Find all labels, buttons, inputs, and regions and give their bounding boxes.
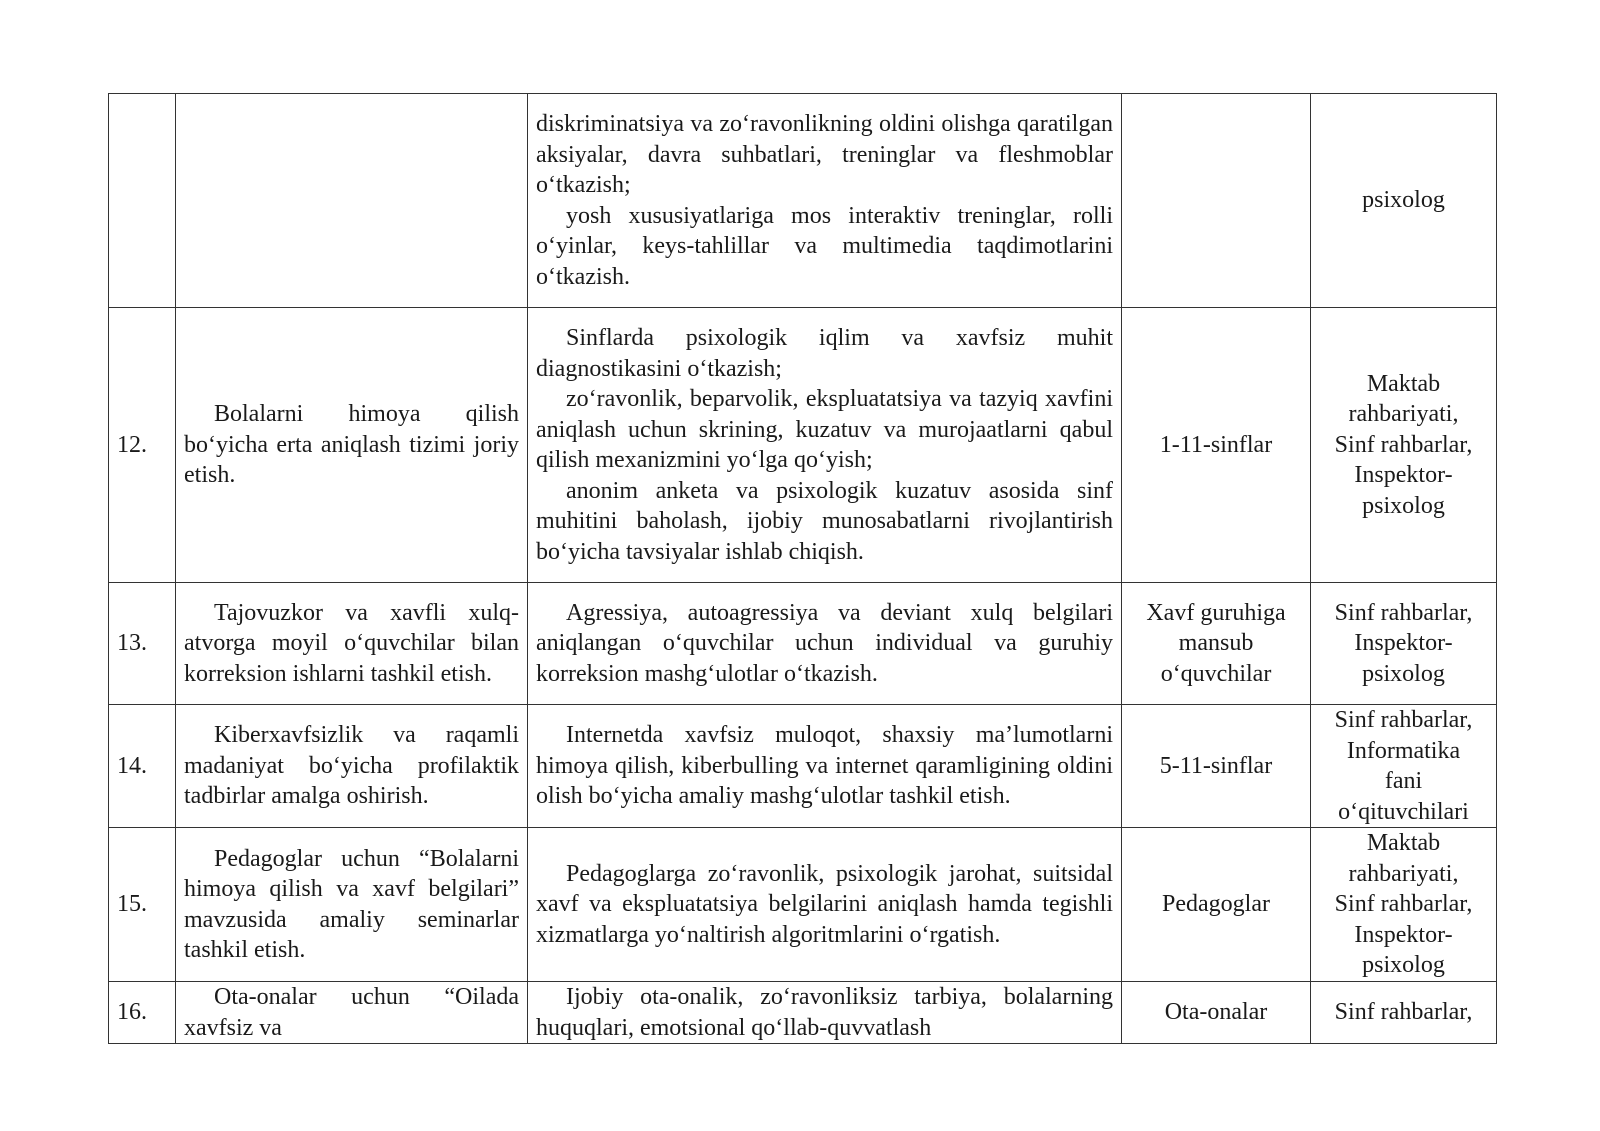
- responsible-line: Sinf rahbarlar,: [1334, 999, 1473, 1026]
- responsible-cell: [1311, 308, 1497, 583]
- description-cell: [528, 583, 1122, 705]
- activity-cell: [176, 94, 528, 308]
- description-cell: [528, 308, 1122, 583]
- activity-cell: [176, 308, 528, 583]
- row-number: 12.: [109, 308, 176, 583]
- row-number: 16.: [109, 982, 176, 1044]
- description-paragraph: Sinflarda psixologik iqlim va xavfsiz muhit diagnostikasini o‘tkazish;: [536, 325, 1113, 382]
- responsible-line: Sinf rahbarlar,: [1334, 891, 1473, 918]
- table-row: [109, 828, 1497, 982]
- responsible-cell: [1311, 828, 1497, 982]
- responsible-line: rahbariyati,: [1348, 860, 1459, 887]
- responsible-line: Inspektor-: [1354, 630, 1453, 657]
- activity-cell: [176, 583, 528, 705]
- responsible-cell: [1311, 94, 1497, 308]
- table-row: [109, 705, 1497, 828]
- responsible-line: Sinf rahbarlar,: [1334, 599, 1473, 626]
- activity-text: Ota-onalar uchun “Oilada xavfsiz va: [184, 984, 519, 1041]
- responsible-line: psixolog: [1362, 492, 1445, 519]
- target-cell: 5-11-sinflar: [1122, 705, 1311, 828]
- description-paragraph: zo‘ravonlik, beparvolik, ekspluatatsiya va tazyiq xavfini aniqlash uchun skrining, kuzatuv va murojaatlarni qabul qilish mexanizmini yo‘lga qo‘yish;: [536, 386, 1113, 473]
- activity-text: Bolalarni himoya qilish bo‘yicha erta aniqlash tizimi joriy etish.: [184, 401, 519, 489]
- target-cell: [1122, 94, 1311, 308]
- description-cell: [528, 705, 1122, 828]
- responsible-line: psixolog: [1362, 660, 1445, 687]
- responsible-line: o‘qituvchilari: [1338, 798, 1469, 825]
- description-paragraph: diskriminatsiya va zo‘ravonlikning oldini olishga qaratilgan aksiyalar, davra suhbatlari, treninglar va fleshmoblar o‘tkazish;: [536, 111, 1113, 198]
- responsible-cell: [1311, 583, 1497, 705]
- activity-cell: [176, 705, 528, 828]
- row-number: 13.: [109, 583, 176, 705]
- responsible-line: rahbariyati,: [1348, 401, 1459, 428]
- description-paragraph: Pedagoglarga zo‘ravonlik, psixologik jarohat, suitsidal xavf va ekspluatatsiya belgilarini aniqlash hamda tegishli xizmatlarga yo‘naltirish algoritmlarini o‘rgatish.: [536, 860, 1113, 948]
- description-paragraph: anonim anketa va psixologik kuzatuv asosida sinf muhitini baholash, ijobiy munosabatlarni rivojlantirish bo‘yicha tavsiyalar ishlab chiqish.: [536, 477, 1113, 565]
- description-paragraph: Ijobiy ota-onalik, zo‘ravonliksiz tarbiya, bolalarning huquqlari, emotsional qo‘llab-quvvatlash: [536, 984, 1113, 1041]
- description-paragraph: yosh xususiyatlariga mos interaktiv treninglar, rolli o‘yinlar, keys-tahlillar va multimedia taqdimotlarini: [536, 202, 1113, 259]
- row-number: 14.: [109, 705, 176, 828]
- description-paragraph: Agressiya, autoagressiya va deviant xulq belgilari aniqlangan o‘quvchilar uchun individual va guruhiy korreksion mashg‘ulotlar o‘tkazish.: [536, 599, 1113, 687]
- responsible-line: Informatika: [1346, 737, 1461, 764]
- table-row: [109, 583, 1497, 705]
- target-cell: 1-11-sinflar: [1122, 308, 1311, 583]
- responsible-line: Sinf rahbarlar,: [1334, 431, 1473, 458]
- description-cell: [528, 982, 1122, 1044]
- description-cell: [528, 94, 1122, 308]
- target-cell: Ota-onalar: [1122, 982, 1311, 1044]
- description-paragraph: Internetda xavfsiz muloqot, shaxsiy ma’lumotlarni himoya qilish, kiberbulling va internet qaramligining oldini olish bo‘yicha amaliy mashg‘ulotlar tashkil etish.: [536, 722, 1113, 810]
- responsible-line: fani: [1384, 768, 1423, 794]
- responsible-line: psixolog: [1362, 187, 1445, 214]
- activity-text: Tajovuzkor va xavfli xulq-atvorga moyil o‘quvchilar bilan korreksion ishlarni tashkil etish.: [184, 599, 519, 687]
- description-paragraph: o‘tkazish.: [536, 263, 630, 290]
- activity-cell: [176, 982, 528, 1044]
- responsible-line: Maktab: [1366, 370, 1441, 397]
- responsible-cell: [1311, 982, 1497, 1044]
- activity-text: Kiberxavfsizlik va raqamli madaniyat bo‘yicha profilaktik tadbirlar amalga oshirish.: [184, 722, 519, 810]
- activity-cell: [176, 828, 528, 982]
- target-cell: Pedagoglar: [1122, 828, 1311, 982]
- row-number: 15.: [109, 828, 176, 982]
- activity-text: Pedagoglar uchun “Bolalarni himoya qilish va xavf belgilari” mavzusida amaliy seminarlar tashkil etish.: [184, 845, 519, 963]
- description-cell: [528, 828, 1122, 982]
- row-number: [109, 94, 176, 308]
- responsible-line: Inspektor-: [1354, 921, 1453, 948]
- responsible-cell: [1311, 705, 1497, 828]
- responsible-line: psixolog: [1362, 952, 1445, 979]
- plan-table: [108, 93, 1497, 1044]
- table-row: [109, 982, 1497, 1044]
- table-row: [109, 308, 1497, 583]
- responsible-line: Inspektor-: [1354, 462, 1453, 489]
- target-cell: Xavf guruhiga mansub o‘quvchilar: [1122, 583, 1311, 705]
- responsible-line: Sinf rahbarlar,: [1334, 707, 1473, 733]
- table-row: [109, 94, 1497, 308]
- responsible-line: Maktab: [1366, 830, 1441, 857]
